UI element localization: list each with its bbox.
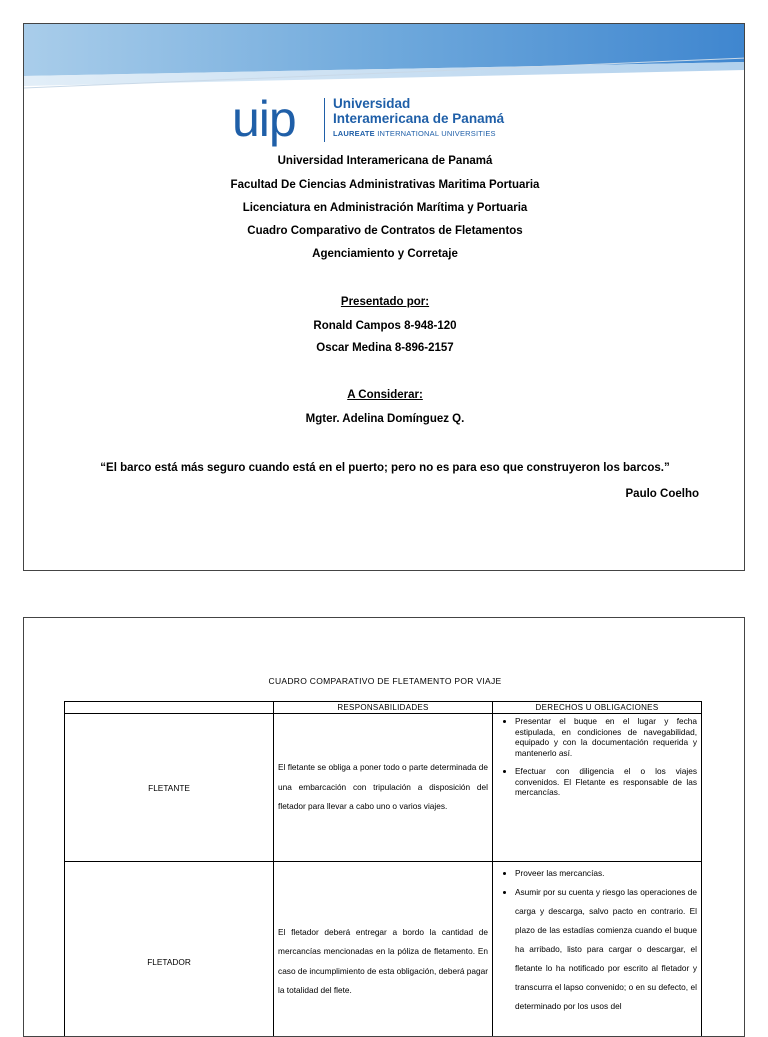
consider-label: A Considerar: [24, 389, 745, 401]
header-responsibilities: RESPONSABILIDADES [274, 702, 493, 714]
obligation-item: • Proveer las mercancías. [515, 864, 697, 883]
course-name: Agenciamiento y Corretaje [24, 248, 745, 260]
obligation-item: • Efectuar con diligencia el o los viajes convenidos. El Fletante es responsable de las mercancías. [515, 766, 697, 798]
obligations-cell [493, 862, 702, 1037]
responsibility-cell: El fletador deberá entregar a bordo la cantidad de mercancías mencionadas en la póliza de fletamento. En caso de incumplimiento de esta obligación, deberá pagar la totalidad del flete. [274, 862, 493, 1037]
logo-divider [324, 98, 325, 142]
table-row [65, 714, 702, 862]
assignment-title: Cuadro Comparativo de Contratos de Fletamentos [24, 225, 745, 237]
degree-name: Licenciatura en Administración Marítima y Portuaria [24, 202, 745, 214]
obligation-item: • Asumir por su cuenta y riesgo las operaciones de carga y descarga, salvo pacto en contrario. El plazo de las estadías comienza cuando el buque ha arribado, listo para cargar o descargar, el fletante lo ha notificado por escrito al fletador y transcurra el lapso convenido; o en su defecto, el determinado por los usos del [515, 883, 697, 1016]
responsibility-cell: El fletante se obliga a poner todo o parte determinada de una embarcación con tripulación a disposición del fletador para llevar a cabo uno o varios viajes. [274, 714, 493, 862]
header-obligations: DERECHOS U OBLIGACIONES [493, 702, 702, 714]
header-empty [65, 702, 274, 714]
table-row [65, 862, 702, 1037]
logo-name-line2: Interamericana de Panamá [333, 111, 504, 126]
logo-mark: uip [232, 90, 296, 148]
presented-by-label: Presentado por: [24, 296, 745, 308]
author-1: Ronald Campos 8-948-120 [24, 320, 745, 332]
professor-name: Mgter. Adelina Domínguez Q. [24, 413, 745, 425]
party-cell: FLETADOR [65, 862, 274, 1037]
comparison-table [64, 701, 702, 1037]
university-name: Universidad Interamericana de Panamá [24, 155, 745, 167]
cover-page [23, 23, 745, 571]
university-logo [232, 94, 552, 160]
obligation-item: • Presentar el buque en el lugar y fecha estipulada, en condiciones de navegabilidad, equipado y con la documentación requerida y mantenerlo así. [515, 716, 697, 758]
table-header-row [65, 702, 702, 714]
quote-author: Paulo Coelho [626, 488, 699, 500]
party-cell: FLETANTE [65, 714, 274, 862]
logo-tagline: LAUREATE INTERNATIONAL UNIVERSITIES [333, 129, 496, 138]
table-page [23, 617, 745, 1037]
faculty-name: Facultad De Ciencias Administrativas Maritima Portuaria [24, 179, 745, 191]
quote-text: “El barco está más seguro cuando está en el puerto; pero no es para eso que construyeron los barcos.” [24, 462, 745, 474]
obligations-cell [493, 714, 702, 862]
author-2: Oscar Medina 8-896-2157 [24, 342, 745, 354]
logo-name-line1: Universidad [333, 96, 410, 111]
table-title: CUADRO COMPARATIVO DE FLETAMENTO POR VIAJE [24, 676, 745, 686]
